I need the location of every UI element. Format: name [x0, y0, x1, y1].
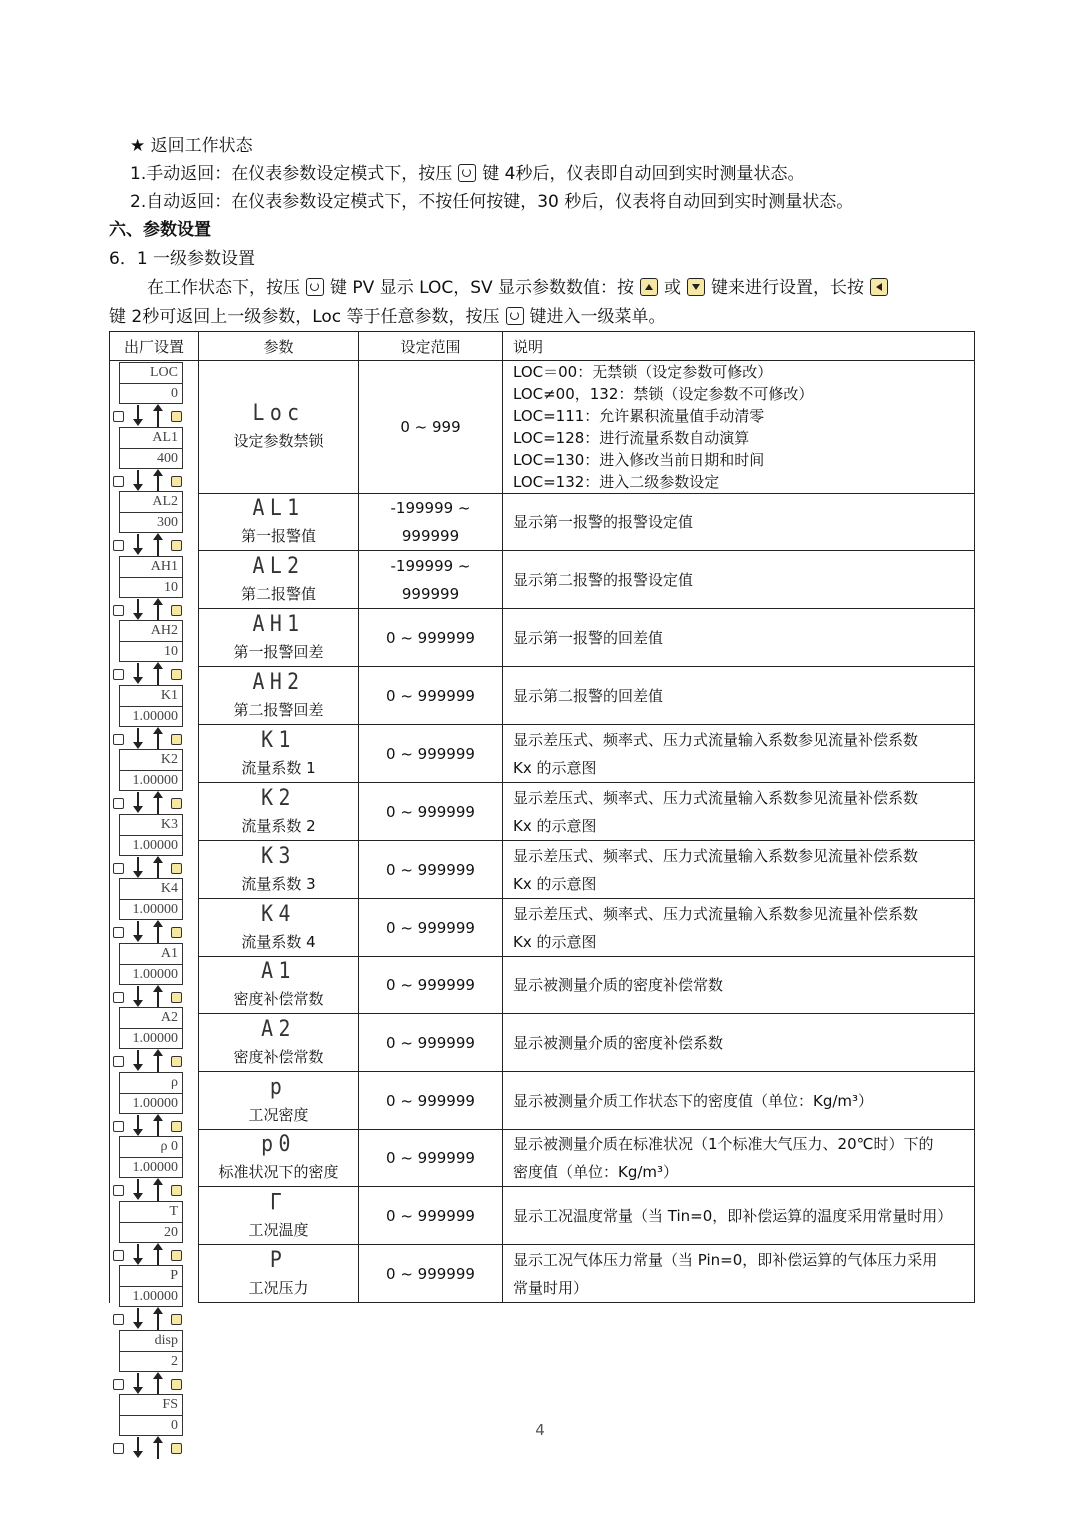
down-arrow-icon	[137, 405, 139, 421]
left-key-icon	[171, 863, 182, 874]
flow-param-value: 2	[120, 1351, 182, 1371]
parameter-table	[109, 331, 975, 1303]
left-key-icon	[171, 1056, 182, 1067]
up-arrow-icon	[157, 1378, 159, 1395]
description-line: 显示差压式、频率式、压力式流量输入系数参见流量补偿系数	[513, 730, 919, 749]
down-arrow-icon	[137, 728, 139, 744]
table-row	[110, 1245, 975, 1303]
set-key-icon	[113, 798, 124, 809]
flow-display-box	[119, 1007, 183, 1049]
lcd-symbol: AL1	[252, 496, 305, 521]
description-cell	[503, 1245, 975, 1303]
set-key-icon	[113, 992, 124, 1003]
parameter-cell	[199, 609, 359, 667]
lcd-symbol: K2	[261, 785, 296, 811]
set-key-icon	[113, 1314, 124, 1325]
instruction-line-1	[147, 277, 894, 299]
flow-param-value: 1.00000	[120, 835, 182, 855]
instruction-text-d: 键来进行设置，长按	[711, 278, 865, 298]
flow-display-box	[119, 749, 183, 791]
flow-param-value: 1.00000	[120, 1157, 182, 1177]
parameter-name: 第二报警值	[240, 584, 316, 603]
description-line: LOC=128：进行流量系数自动演算	[513, 429, 750, 447]
range-cell	[359, 1072, 503, 1130]
manual-return-text-b: 键 4秒后，仪表即自动回到实时测量状态。	[482, 164, 805, 184]
flow-display-box	[119, 1330, 183, 1372]
instruction-text-b: 键 PV 显示 LOC，SV 显示参数数值：按	[330, 278, 635, 298]
header-description: 说明	[503, 332, 975, 361]
lcd-symbol: P	[269, 1247, 288, 1273]
up-arrow-icon	[157, 539, 159, 556]
set-key-icon	[458, 164, 476, 182]
parameter-name: 流量系数 4	[241, 932, 316, 951]
lcd-symbol: K1	[261, 727, 296, 753]
description-line: 显示被测量介质工作状态下的密度值（单位：Kg/m³）	[513, 1091, 874, 1110]
range-cell	[359, 841, 503, 899]
flow-param-value: 10	[120, 641, 182, 661]
up-arrow-icon	[157, 668, 159, 685]
range-text: 0 ~ 999999	[386, 1264, 475, 1283]
flow-param-value: 0	[120, 383, 182, 403]
table-row	[110, 1187, 975, 1245]
parameter-cell	[199, 957, 359, 1014]
flow-navigation-arrows	[113, 857, 193, 879]
flow-display-box	[119, 878, 183, 920]
parameter-name: 标准状况下的密度	[218, 1163, 339, 1181]
down-arrow-icon	[137, 857, 139, 873]
set-key-icon	[113, 476, 124, 487]
table-row	[110, 899, 975, 957]
left-key-icon	[171, 1443, 182, 1454]
header-factory-setting: 出厂设置	[110, 332, 199, 361]
parameter-name: 工况温度	[248, 1220, 309, 1239]
header-parameter: 参数	[199, 332, 359, 361]
range-text: 0 ~ 999999	[386, 1149, 475, 1167]
left-key-icon	[171, 476, 182, 487]
flow-param-name: K1	[160, 687, 178, 703]
description-line: 显示被测量介质的密度补偿系数	[513, 1033, 724, 1052]
flow-param-name: K4	[160, 881, 178, 896]
parameter-cell	[199, 725, 359, 783]
down-arrow-icon	[137, 921, 139, 937]
set-key-icon	[506, 307, 524, 325]
parameter-cell	[199, 667, 359, 725]
instruction-line-2	[109, 306, 666, 328]
flow-navigation-arrows	[113, 663, 193, 685]
down-arrow-icon	[137, 986, 139, 1002]
parameter-cell	[199, 494, 359, 551]
range-cell	[359, 494, 503, 551]
description-cell	[503, 957, 975, 1014]
parameter-name: 第一报警回差	[233, 642, 324, 661]
flow-param-value: 400	[120, 448, 182, 468]
flow-param-value: 1.00000	[120, 899, 182, 919]
description-cell	[503, 667, 975, 725]
lcd-symbol: p	[269, 1074, 288, 1100]
flow-param-value: 1.00000	[120, 770, 182, 790]
parameter-cell	[199, 899, 359, 957]
range-cell	[359, 783, 503, 841]
down-arrow-icon	[137, 1437, 139, 1453]
description-line: 显示被测量介质的密度补偿常数	[513, 976, 724, 994]
lcd-symbol: A2	[261, 1016, 296, 1042]
flow-display-box	[119, 1072, 183, 1114]
set-key-icon	[113, 669, 124, 680]
instruction-text-e: 键 2秒可返回上一级参数，Loc 等于任意参数，按压	[109, 307, 500, 327]
flow-param-value: 1.00000	[120, 964, 182, 984]
lcd-symbol: AH2	[252, 669, 305, 695]
flow-navigation-arrows	[113, 921, 193, 943]
up-arrow-icon	[157, 1313, 159, 1330]
up-arrow-icon	[157, 1184, 159, 1201]
left-key-icon	[171, 734, 182, 745]
table-row	[110, 957, 975, 1014]
parameter-cell	[199, 1072, 359, 1130]
range-text: 999999	[401, 584, 460, 603]
flow-param-value: 300	[120, 512, 182, 532]
up-arrow-icon	[157, 797, 159, 814]
range-text: -199999 ~	[390, 556, 471, 575]
flow-param-value: 1.00000	[120, 1093, 182, 1113]
parameter-cell	[199, 1014, 359, 1072]
left-key-icon	[171, 669, 182, 680]
flow-navigation-arrows	[113, 986, 193, 1008]
down-arrow-icon	[137, 1179, 139, 1195]
parameter-name: 密度补偿常数	[233, 990, 324, 1008]
description-line: Kx 的示意图	[513, 816, 597, 835]
table-row	[110, 609, 975, 667]
left-key-icon	[171, 927, 182, 938]
flow-param-value: 0	[120, 1415, 182, 1435]
up-arrow-icon	[157, 604, 159, 621]
range-text: 0 ~ 999999	[386, 744, 475, 763]
flow-display-box	[119, 1265, 183, 1307]
table-row	[110, 667, 975, 725]
down-arrow-icon	[137, 1115, 139, 1131]
table-row	[110, 725, 975, 783]
left-key-icon	[171, 1121, 182, 1132]
table-header-row	[110, 332, 975, 361]
left-key-icon	[171, 798, 182, 809]
range-cell	[359, 361, 503, 494]
flow-param-name: AH1	[150, 558, 178, 574]
parameter-cell	[199, 1130, 359, 1187]
left-key-icon	[171, 1314, 182, 1325]
flow-navigation-arrows	[113, 1179, 193, 1201]
flow-navigation-arrows	[113, 470, 193, 492]
star-heading: ★ 返回工作状态	[130, 136, 253, 156]
flow-param-name: K3	[160, 816, 178, 832]
range-text: 0 ~ 999999	[386, 860, 475, 879]
table-row	[110, 494, 975, 551]
set-key-icon	[113, 1250, 124, 1261]
flow-display-box	[119, 814, 183, 856]
parameter-name: 流量系数 1	[241, 758, 316, 777]
set-key-icon	[113, 411, 124, 422]
instruction-text-a: 在工作状态下，按压	[147, 278, 300, 298]
section-title: 六、参数设置	[109, 220, 211, 240]
description-line: 密度值（单位：Kg/m³）	[513, 1163, 679, 1181]
description-line: LOC=130：进入修改当前日期和时间	[513, 451, 765, 469]
set-key-icon	[113, 1443, 124, 1454]
set-key-icon	[113, 927, 124, 938]
table-row	[110, 841, 975, 899]
flow-param-name: disp	[154, 1332, 178, 1348]
parameter-cell	[199, 1245, 359, 1303]
range-cell	[359, 1014, 503, 1072]
lcd-symbol: AL2	[252, 553, 305, 579]
instruction-text-c: 或	[664, 278, 682, 298]
parameter-name: 第二报警回差	[233, 700, 324, 719]
set-key-icon	[113, 863, 124, 874]
down-arrow-icon	[137, 1050, 139, 1066]
up-arrow-icon	[157, 733, 159, 750]
description-cell	[503, 725, 975, 783]
description-line: 显示工况气体压力常量（当 Pin=0，即补偿运算的气体压力采用	[513, 1250, 938, 1269]
parameter-name: 流量系数 2	[241, 816, 316, 835]
parameter-name: 第一报警值	[240, 527, 316, 545]
set-key-icon	[113, 1185, 124, 1196]
set-key-icon	[113, 605, 124, 616]
flow-navigation-arrows	[113, 1437, 193, 1459]
parameter-name: 设定参数禁锁	[233, 432, 324, 450]
description-cell	[503, 609, 975, 667]
flow-display-box	[119, 685, 183, 727]
description-line: 常量时用）	[513, 1278, 589, 1297]
description-cell	[503, 361, 975, 494]
flow-navigation-arrows	[113, 1308, 193, 1330]
down-arrow-icon	[137, 1373, 139, 1389]
left-key-icon	[171, 1250, 182, 1261]
manual-return-line	[130, 163, 804, 185]
description-cell	[503, 1014, 975, 1072]
flow-param-name: K2	[160, 752, 178, 767]
lcd-symbol: K4	[261, 901, 296, 927]
flow-param-value: 1.00000	[120, 1286, 182, 1306]
up-arrow-icon	[157, 991, 159, 1008]
left-key-icon	[171, 1379, 182, 1390]
up-arrow-icon	[157, 926, 159, 943]
flow-param-name: AL1	[152, 429, 178, 445]
description-line: 显示第二报警的报警设定值	[513, 570, 694, 589]
range-text: 0 ~ 999999	[386, 1033, 475, 1052]
flow-param-name: P	[170, 1268, 178, 1283]
range-cell	[359, 609, 503, 667]
parameter-name: 工况密度	[248, 1105, 309, 1124]
table-row	[110, 783, 975, 841]
flow-param-name: A2	[160, 1010, 178, 1025]
range-text: 0 ~ 999999	[386, 686, 475, 705]
range-text: 0 ~ 999999	[386, 1206, 475, 1225]
description-line: 显示差压式、频率式、压力式流量输入系数参见流量补偿系数	[513, 904, 919, 923]
page-number: 4	[535, 1421, 545, 1439]
flow-param-name: FS	[162, 1397, 178, 1412]
down-arrow-icon	[137, 663, 139, 679]
flow-navigation-arrows	[113, 1373, 193, 1395]
flow-display-box	[119, 943, 183, 985]
description-cell	[503, 551, 975, 609]
range-text: 0 ~ 999	[400, 418, 461, 436]
description-cell	[503, 1072, 975, 1130]
range-cell	[359, 957, 503, 1014]
set-key-icon	[113, 1121, 124, 1132]
parameter-name: 密度补偿常数	[233, 1047, 324, 1066]
flow-param-name: AL2	[152, 494, 178, 509]
lcd-symbol: K3	[261, 843, 296, 869]
table-row	[110, 361, 975, 494]
description-line: 显示第一报警的回差值	[513, 628, 664, 647]
down-arrow-icon	[137, 1244, 139, 1260]
lcd-symbol: Γ	[269, 1189, 288, 1215]
lcd-symbol: AH1	[252, 611, 305, 637]
flow-param-value: 10	[120, 577, 182, 597]
up-arrow-icon	[157, 410, 159, 427]
flow-param-value: 1.00000	[120, 706, 182, 726]
description-line: LOC=111：允许累积流量值手动清零	[513, 407, 765, 425]
range-cell	[359, 1187, 503, 1245]
range-text: -199999 ~	[390, 499, 471, 517]
subsection-title: 6．1 一级参数设置	[109, 249, 256, 269]
down-arrow-icon	[137, 534, 139, 550]
description-line: LOC≠00，132：禁锁（设定参数不可修改）	[513, 385, 814, 403]
up-arrow-icon	[157, 1442, 159, 1459]
set-key-icon	[306, 278, 324, 296]
up-key-icon	[640, 278, 658, 296]
range-cell	[359, 1245, 503, 1303]
down-arrow-icon	[137, 470, 139, 486]
manual-return-text-a: 1.手动返回：在仪表参数设定模式下，按压	[130, 164, 453, 184]
parameter-cell	[199, 361, 359, 494]
set-key-icon	[113, 734, 124, 745]
parameter-name: 流量系数 3	[241, 874, 316, 893]
down-key-icon	[687, 278, 705, 296]
range-cell	[359, 899, 503, 957]
flow-display-box	[119, 362, 183, 404]
auto-return-line: 2.自动返回：在仪表参数设定模式下，不按任何按键，30 秒后，仪表将自动回到实时测量状态。	[130, 192, 854, 212]
flow-display-box	[119, 1136, 183, 1178]
up-arrow-icon	[157, 1120, 159, 1137]
instruction-text-f: 键进入一级菜单。	[529, 307, 666, 327]
description-line: 显示差压式、频率式、压力式流量输入系数参见流量补偿系数	[513, 846, 919, 865]
up-arrow-icon	[157, 475, 159, 492]
flow-param-name: LOC	[150, 365, 178, 380]
flow-navigation-arrows	[113, 405, 193, 427]
up-arrow-icon	[157, 1055, 159, 1072]
parameter-cell	[199, 783, 359, 841]
flow-display-box	[119, 427, 183, 469]
left-key-icon	[171, 1185, 182, 1196]
description-line: 显示差压式、频率式、压力式流量输入系数参见流量补偿系数	[513, 788, 919, 807]
flow-navigation-arrows	[113, 1050, 193, 1072]
table-row	[110, 1072, 975, 1130]
description-line: LOC＝00：无禁锁（设定参数可修改）	[513, 363, 773, 381]
set-key-icon	[113, 540, 124, 551]
range-text: 999999	[401, 527, 460, 545]
flow-param-name: AH2	[150, 623, 178, 638]
lcd-symbol: Loc	[252, 401, 305, 426]
up-arrow-icon	[157, 1249, 159, 1266]
range-cell	[359, 667, 503, 725]
range-text: 0 ~ 999999	[386, 976, 475, 994]
down-arrow-icon	[137, 1308, 139, 1324]
description-line: Kx 的示意图	[513, 758, 597, 777]
table-row	[110, 1130, 975, 1187]
description-line: LOC=132：进入二级参数设定	[513, 473, 720, 491]
description-cell	[503, 841, 975, 899]
left-key-icon	[171, 992, 182, 1003]
lcd-symbol: p0	[261, 1132, 296, 1157]
set-key-icon	[113, 1056, 124, 1067]
left-key-icon	[171, 411, 182, 422]
description-cell	[503, 783, 975, 841]
range-cell	[359, 551, 503, 609]
description-line: 显示第一报警的报警设定值	[513, 513, 694, 531]
flow-display-box	[119, 620, 183, 662]
left-key-icon	[171, 605, 182, 616]
left-key-icon	[870, 278, 888, 296]
parameter-cell	[199, 841, 359, 899]
flow-navigation-arrows	[113, 792, 193, 814]
flow-display-box	[119, 1201, 183, 1243]
description-cell	[503, 899, 975, 957]
flow-navigation-arrows	[113, 599, 193, 621]
flow-display-box	[119, 556, 183, 598]
description-line: 显示被测量介质在标准状况（1个标准大气压力、20℃时）下的	[513, 1135, 934, 1153]
flow-param-name: ρ	[171, 1074, 178, 1090]
description-cell	[503, 494, 975, 551]
set-key-icon	[113, 1379, 124, 1390]
description-line: Kx 的示意图	[513, 932, 597, 951]
flow-param-name: T	[169, 1203, 178, 1219]
flow-display-box	[119, 491, 183, 533]
table-row	[110, 551, 975, 609]
flow-navigation-arrows	[113, 1244, 193, 1266]
flow-navigation-arrows	[113, 534, 193, 556]
description-cell	[503, 1130, 975, 1187]
flow-param-name: A1	[160, 945, 178, 961]
parameter-cell	[199, 551, 359, 609]
flow-param-value: 20	[120, 1222, 182, 1242]
left-key-icon	[171, 540, 182, 551]
flow-param-value: 1.00000	[120, 1028, 182, 1048]
flow-navigation-arrows	[113, 1115, 193, 1137]
range-text: 0 ~ 999999	[386, 918, 475, 937]
down-arrow-icon	[137, 792, 139, 808]
flow-param-name: ρ 0	[160, 1139, 178, 1154]
range-text: 0 ~ 999999	[386, 1091, 475, 1110]
description-cell	[503, 1187, 975, 1245]
parameter-cell	[199, 1187, 359, 1245]
description-line: 显示工况温度常量（当 Tin=0，即补偿运算的温度采用常量时用）	[513, 1206, 953, 1225]
parameter-name: 工况压力	[248, 1278, 309, 1297]
description-line: 显示第二报警的回差值	[513, 686, 664, 705]
range-text: 0 ~ 999999	[386, 802, 475, 821]
range-text: 0 ~ 999999	[386, 628, 475, 647]
range-cell	[359, 1130, 503, 1187]
flow-navigation-arrows	[113, 728, 193, 750]
up-arrow-icon	[157, 862, 159, 879]
down-arrow-icon	[137, 599, 139, 615]
lcd-symbol: A1	[261, 959, 296, 984]
range-cell	[359, 725, 503, 783]
table-row	[110, 1014, 975, 1072]
description-line: Kx 的示意图	[513, 874, 597, 893]
header-range: 设定范围	[359, 332, 503, 361]
